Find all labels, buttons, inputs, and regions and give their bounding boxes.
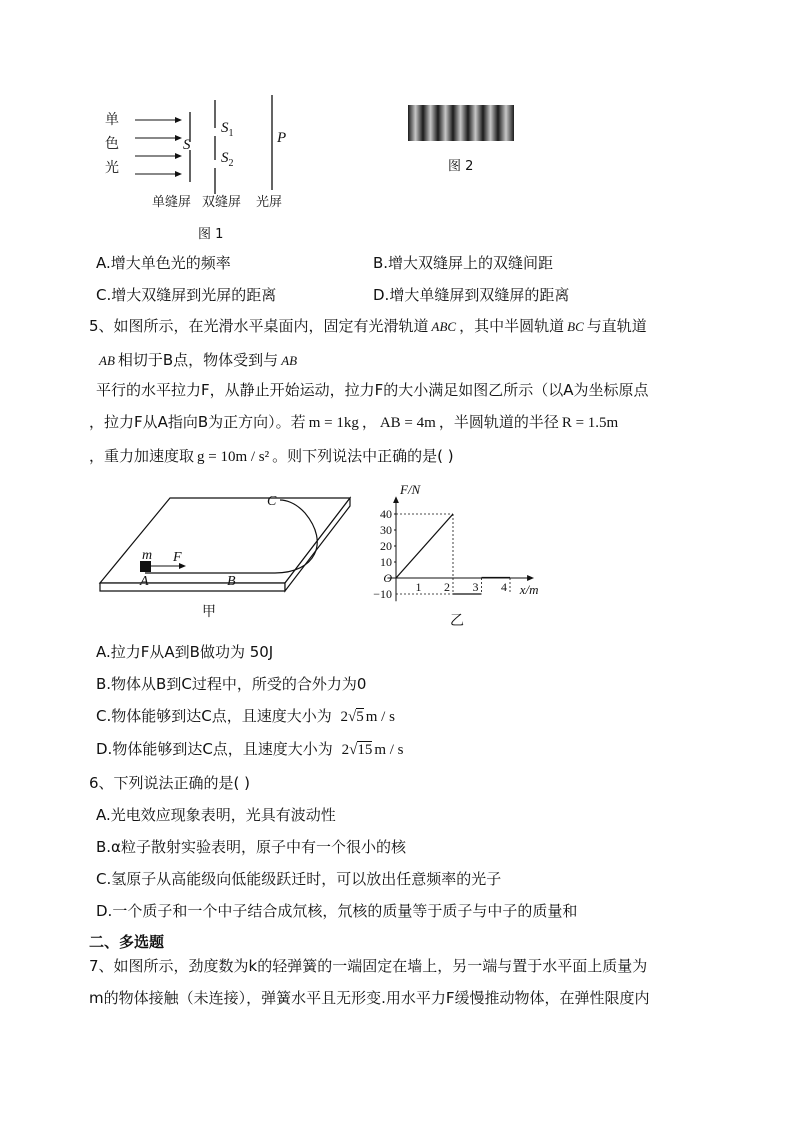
light-label-3: 光 xyxy=(105,160,119,176)
figure-jia-caption: 甲 xyxy=(202,604,216,620)
figure-1 xyxy=(95,90,305,245)
x-tick-label: 3 xyxy=(472,580,479,594)
q5-line-3: 平行的水平拉力F，从静止开始运动，拉力F的大小满足如图乙所示（以A为坐标原点 xyxy=(96,381,649,399)
label-m: m xyxy=(142,548,153,563)
origin-label: O xyxy=(383,571,392,585)
light-label-2: 色 xyxy=(105,136,119,152)
single-slit-screen-label: 单缝屏 xyxy=(152,195,192,210)
q5-option-c-coef: 2 xyxy=(340,709,348,725)
light-label-1: 单 xyxy=(105,112,119,128)
y-tick-label: 20 xyxy=(380,539,392,553)
y-tick-label: −10 xyxy=(373,587,392,601)
q4-option-c: C.增大双缝屏到光屏的距离 xyxy=(96,286,277,304)
q5-option-d-coef: 2 xyxy=(341,742,350,758)
y-tick-label: 10 xyxy=(380,555,392,569)
figure-1-caption: 图 1 xyxy=(198,227,224,242)
q4-option-a: A.增大单色光的频率 xyxy=(96,254,231,272)
label-b: B xyxy=(227,574,236,589)
q6-option-c: C.氢原子从高能级向低能级跃迁时，可以放出任意频率的光子 xyxy=(96,870,502,888)
q5-line-2: AB 相切于B点，物体受到与 AB xyxy=(99,351,298,369)
q6-option-b: B.α粒子散射实验表明，原子中有一个很小的核 xyxy=(96,838,406,856)
q5-line-4: ，拉力F从A指向B为正方向）。若 m = 1kg ， AB = 4m ，半圆轨道的半径 R = 1.5m xyxy=(89,413,619,431)
q5-line-5: ，重力加速度取 g = 10m / s² 。则下列说法中正确的是( ) xyxy=(89,447,454,465)
q5-option-a: A.拉力F从A到B做功为 50J xyxy=(96,643,274,661)
label-c: C xyxy=(267,494,277,509)
label-s2-sub: 2 xyxy=(228,158,234,169)
figure-jia xyxy=(95,488,355,623)
q6-option-a: A.光电效应现象表明，光具有波动性 xyxy=(96,806,336,824)
label-s1-sub: 1 xyxy=(228,128,234,139)
section-title: 二、多选题 xyxy=(89,933,165,951)
label-p: P xyxy=(277,130,287,146)
figure-2-caption: 图 2 xyxy=(448,159,474,174)
q6-option-d: D.一个质子和一个中子结合成氘核，氘核的质量等于质子与中子的质量和 xyxy=(96,902,578,920)
figure-1-drawing xyxy=(95,90,305,245)
label-s: S xyxy=(183,137,191,153)
figure-2 xyxy=(408,105,514,185)
q7-line-2: m的物体接触（未连接），弹簧水平且无形变.用水平力F缓慢推动物体，在弹性限度内 xyxy=(89,989,650,1007)
label-s1: $S_1$ xyxy=(221,120,234,139)
y-tick-label: 30 xyxy=(380,523,392,537)
sqrt-sign: √ xyxy=(349,742,358,758)
x-tick-label: 2 xyxy=(444,580,450,594)
y-axis-label: F/N xyxy=(400,482,421,497)
x-axis-label: x/m xyxy=(519,582,539,597)
label-f: F xyxy=(173,550,182,565)
figure-jia-drawing xyxy=(95,488,355,623)
light-screen-label: 光屏 xyxy=(256,195,283,210)
q6-stem: 6、下列说法正确的是( ) xyxy=(89,774,251,792)
figure-yi-caption: 乙 xyxy=(450,613,464,629)
q7-line-1: 7、如图所示，劲度数为k的轻弹簧的一端固定在墙上，另一端与置于水平面上质量为 xyxy=(89,957,648,975)
q5-option-c-radicand: 5 xyxy=(356,709,364,725)
x-tick-label: 4 xyxy=(501,580,507,594)
x-tick-label: 1 xyxy=(415,580,422,594)
fx-chart xyxy=(358,478,558,608)
q4-option-d: D.增大单缝屏到双缝屏的距离 xyxy=(373,286,570,304)
label-a: A xyxy=(140,574,149,589)
y-tick-label: 40 xyxy=(380,507,392,521)
double-slit-screen-label: 双缝屏 xyxy=(202,195,242,210)
sqrt-sign: √ xyxy=(348,709,357,725)
fringe-pattern xyxy=(408,105,514,141)
q5-line-1: 5、如图所示，在光滑水平桌面内，固定有光滑轨道 ABC ，其中半圆轨道 BC 与直轨道 xyxy=(89,317,647,335)
q5-option-c: C.物体能够到达C点，且速度大小为 2√5 m / s xyxy=(96,707,395,725)
q4-option-b: B.增大双缝屏上的双缝间距 xyxy=(373,254,554,272)
q5-option-b: B.物体从B到C过程中，所受的合外力为0 xyxy=(96,675,367,693)
label-s2: $S_2$ xyxy=(221,150,234,169)
figure-yi xyxy=(358,478,558,633)
q5-option-d-radicand: 15 xyxy=(357,742,373,758)
series-segment-1 xyxy=(396,514,453,578)
q5-option-d: D.物体能够到达C点，且速度大小为 2√15 m / s xyxy=(96,740,404,758)
